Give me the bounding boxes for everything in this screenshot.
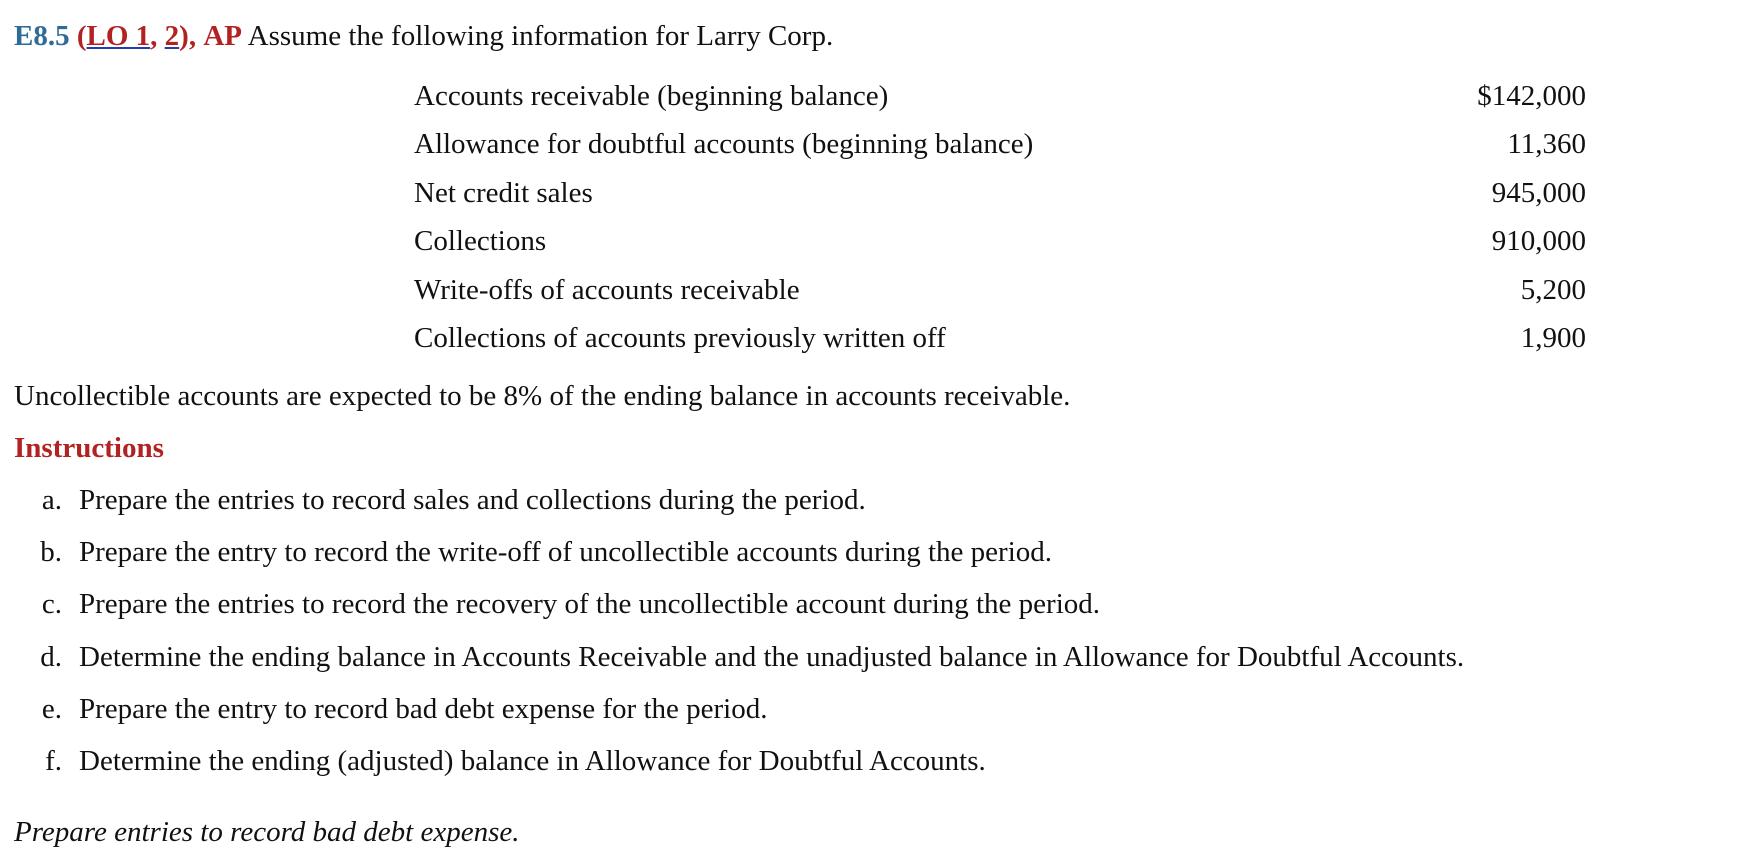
row-amount: $142,000: [1477, 79, 1586, 112]
row-amount: 945,000: [1491, 176, 1586, 209]
lo-2-link[interactable]: 2: [164, 20, 180, 52]
item-text: Prepare the entries to record the recovery of the uncollectible account during the period.: [79, 588, 1101, 621]
row-label: Allowance for doubtful accounts (beginning balance): [414, 128, 1034, 161]
row-amount: 11,360: [1507, 128, 1586, 161]
table-row: [414, 169, 1586, 218]
exercise-number: E8.5: [14, 20, 70, 52]
table-row: [414, 218, 1586, 267]
instructions-heading: Instructions: [14, 432, 164, 464]
table-row: [414, 121, 1586, 170]
item-letter: a.: [41, 484, 62, 516]
table-row: [414, 266, 1586, 315]
lo-1-link[interactable]: LO 1: [86, 20, 151, 52]
exercise-header: [14, 16, 833, 56]
ap-label: AP: [203, 20, 243, 52]
uncollectible-note: Uncollectible accounts are expected to be 8% of the ending balance in accounts receivable.: [14, 380, 1071, 412]
item-letter: d.: [40, 640, 62, 673]
row-label: Accounts receivable (beginning balance): [414, 79, 889, 112]
header-text: Assume the following information for Larry Corp.: [247, 20, 834, 52]
bad-debt-subheading: Prepare entries to record bad debt expense.: [14, 816, 520, 848]
item-text: Determine the ending (adjusted) balance in Allowance for Doubtful Accounts.: [79, 744, 986, 777]
item-letter: c.: [41, 588, 62, 621]
item-text: Prepare the entry to record the write-off of uncollectible accounts during the period.: [79, 536, 1053, 569]
row-amount: 910,000: [1491, 225, 1586, 258]
row-amount: 1,900: [1520, 322, 1586, 355]
lo-open-paren: (: [76, 20, 87, 52]
row-amount: 5,200: [1520, 273, 1586, 306]
item-letter: b.: [40, 536, 62, 569]
table-row: [414, 72, 1586, 121]
item-letter: f.: [45, 744, 62, 777]
lo-close-paren: ),: [179, 20, 197, 52]
row-label: Collections: [414, 225, 547, 258]
row-label: Write-offs of accounts receivable: [414, 273, 800, 306]
account-data-table: [414, 72, 1586, 363]
item-text: Prepare the entries to record sales and collections during the period.: [79, 484, 866, 516]
row-label: Net credit sales: [414, 176, 593, 209]
item-text: Prepare the entry to record bad debt expense for the period.: [79, 692, 768, 725]
item-text: Determine the ending balance in Accounts Receivable and the unadjusted balance in Allowance for Doubtful Accounts.: [79, 640, 1465, 673]
table-row: [414, 315, 1586, 364]
item-letter: e.: [41, 692, 62, 725]
learning-objectives: [77, 20, 196, 52]
row-label: Collections of accounts previously written off: [414, 322, 946, 355]
lo-separator: ,: [150, 20, 165, 52]
